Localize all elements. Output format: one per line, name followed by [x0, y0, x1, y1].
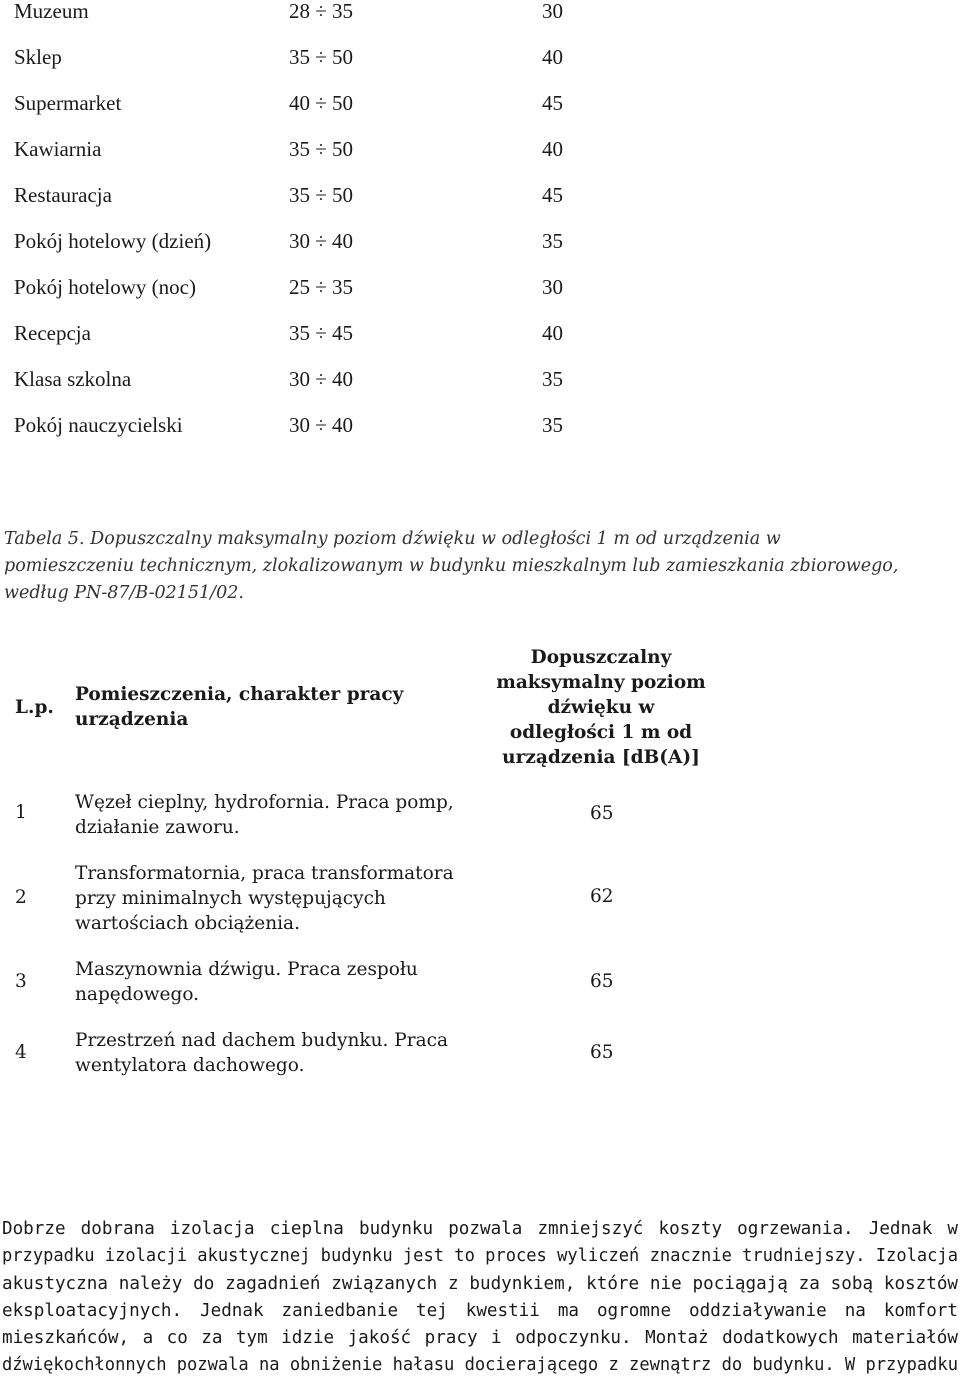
room-cell: Sklep — [14, 45, 62, 69]
range-cell: 40 ÷ 50 — [289, 91, 354, 115]
header-level-line: dźwięku w — [547, 697, 655, 718]
table-row — [14, 184, 614, 230]
room-cell: Pokój nauczycielski — [14, 413, 183, 437]
value-cell: 40 — [542, 321, 563, 345]
row-value: 62 — [590, 886, 614, 907]
header-level-line: odległości 1 m od — [509, 722, 693, 743]
room-cell: Restauracja — [14, 183, 112, 207]
table-row — [14, 414, 614, 460]
description-line: Węzeł cieplny, hydrofornia. Praca pomp, — [75, 792, 454, 813]
row-description — [75, 861, 475, 936]
caption-line: Tabela 5. Dopuszczalny maksymalny poziom dźwięku w odległości 1 m od urządzenia w — [4, 529, 781, 549]
row-number: 3 — [15, 971, 27, 992]
value-cell: 40 — [542, 137, 563, 161]
description-line: Przestrzeń nad dachem budynku. Praca — [75, 1030, 448, 1051]
row-value: 65 — [590, 971, 614, 992]
range-cell: 25 ÷ 35 — [289, 275, 354, 299]
value-cell: 30 — [542, 0, 563, 23]
paragraph-line-text: mieszkańców, a co za tym idzie jakość pracy i odpoczynku. Montaż dodatkowych materiałów — [2, 1328, 958, 1349]
paragraph-line — [2, 1352, 958, 1379]
description-line: Maszynownia dźwigu. Praca zespołu — [75, 959, 418, 980]
description-line: wentylatora dachowego. — [75, 1055, 305, 1076]
paragraph-line-text: przypadku izolacji akustycznej budynku jest to proces wyliczeń znacznie trudniejszy. Izolacja — [2, 1246, 958, 1267]
description-line: napędowego. — [75, 984, 200, 1005]
row-number: 1 — [15, 802, 27, 823]
paragraph-line — [2, 1243, 958, 1270]
table-row — [14, 368, 614, 414]
caption-line: według PN-87/B-02151/02. — [4, 583, 244, 603]
value-cell: 40 — [542, 45, 563, 69]
header-level-line: Dopuszczalny — [530, 647, 672, 668]
table-row — [14, 230, 614, 276]
header-room — [75, 682, 455, 732]
table-caption — [4, 526, 954, 607]
value-cell: 35 — [542, 413, 563, 437]
room-cell: Klasa szkolna — [14, 367, 132, 391]
header-room-line: Pomieszczenia, charakter pracy — [75, 684, 404, 705]
body-paragraph — [2, 1216, 958, 1380]
row-number: 4 — [15, 1042, 27, 1063]
paragraph-line-text: eksploatacyjnych. Jednak zaniedbanie tej kwestii ma ogromne oddziaływanie na komfort — [2, 1300, 958, 1321]
table-row — [14, 46, 614, 92]
header-lp: L.p. — [15, 697, 54, 718]
range-cell: 30 ÷ 40 — [289, 367, 354, 391]
row-value: 65 — [590, 1042, 614, 1063]
room-cell: Kawiarnia — [14, 137, 102, 161]
range-cell: 35 ÷ 45 — [289, 321, 354, 345]
room-cell: Pokój hotelowy (dzień) — [14, 229, 212, 253]
paragraph-line-text: dźwiękochłonnych pozwala na obniżenie hałasu docierającego z zewnątrz do budynku. W przypadku — [2, 1355, 958, 1376]
description-line: wartościach obciążenia. — [75, 913, 300, 934]
row-number: 2 — [15, 887, 27, 908]
value-cell: 45 — [542, 183, 563, 207]
table-row — [14, 92, 614, 138]
row-description — [75, 1028, 475, 1078]
header-level-line: urządzenia [dB(A)] — [502, 747, 700, 768]
table-row — [14, 276, 614, 322]
table-row — [14, 0, 614, 46]
range-cell: 35 ÷ 50 — [289, 183, 354, 207]
range-cell: 35 ÷ 50 — [289, 45, 354, 69]
range-cell: 28 ÷ 35 — [289, 0, 354, 23]
table-row — [14, 138, 614, 184]
value-cell: 30 — [542, 275, 563, 299]
description-line: przy minimalnych występujących — [75, 888, 386, 909]
row-description — [75, 790, 475, 840]
range-cell: 35 ÷ 50 — [289, 137, 354, 161]
room-cell: Pokój hotelowy (noc) — [14, 275, 196, 299]
paragraph-line-text: Dobrze dobrana izolacja cieplna budynku pozwala zmniejszyć koszty ogrzewania. Jednak w — [2, 1219, 958, 1239]
paragraph-line — [2, 1216, 958, 1243]
table-row — [14, 322, 614, 368]
range-cell: 30 ÷ 40 — [289, 229, 354, 253]
room-cell: Recepcja — [14, 321, 91, 345]
value-cell: 35 — [542, 367, 563, 391]
description-line: Transformatornia, praca transformatora — [75, 863, 454, 884]
room-cell: Muzeum — [14, 0, 89, 23]
value-cell: 45 — [542, 91, 563, 115]
range-cell: 30 ÷ 40 — [289, 413, 354, 437]
noise-levels-table — [14, 0, 614, 460]
row-value: 65 — [590, 803, 614, 824]
header-level-line: maksymalny poziom — [496, 672, 706, 693]
value-cell: 35 — [542, 229, 563, 253]
header-room-line: urządzenia — [75, 709, 189, 730]
paragraph-line-text: akustyczna należy do zagadnień związanych z budynkiem, które nie pociągają za sobą kosztów — [2, 1273, 958, 1294]
room-cell: Supermarket — [14, 91, 122, 115]
description-line: działanie zaworu. — [75, 817, 240, 838]
caption-line: pomieszczeniu technicznym, zlokalizowanym w budynku mieszkalnym lub zamieszkania zbiorowego, — [4, 556, 899, 576]
paragraph-line — [2, 1271, 958, 1298]
paragraph-line — [2, 1325, 958, 1352]
paragraph-line — [2, 1298, 958, 1325]
header-level — [470, 645, 732, 770]
row-description — [75, 957, 475, 1007]
